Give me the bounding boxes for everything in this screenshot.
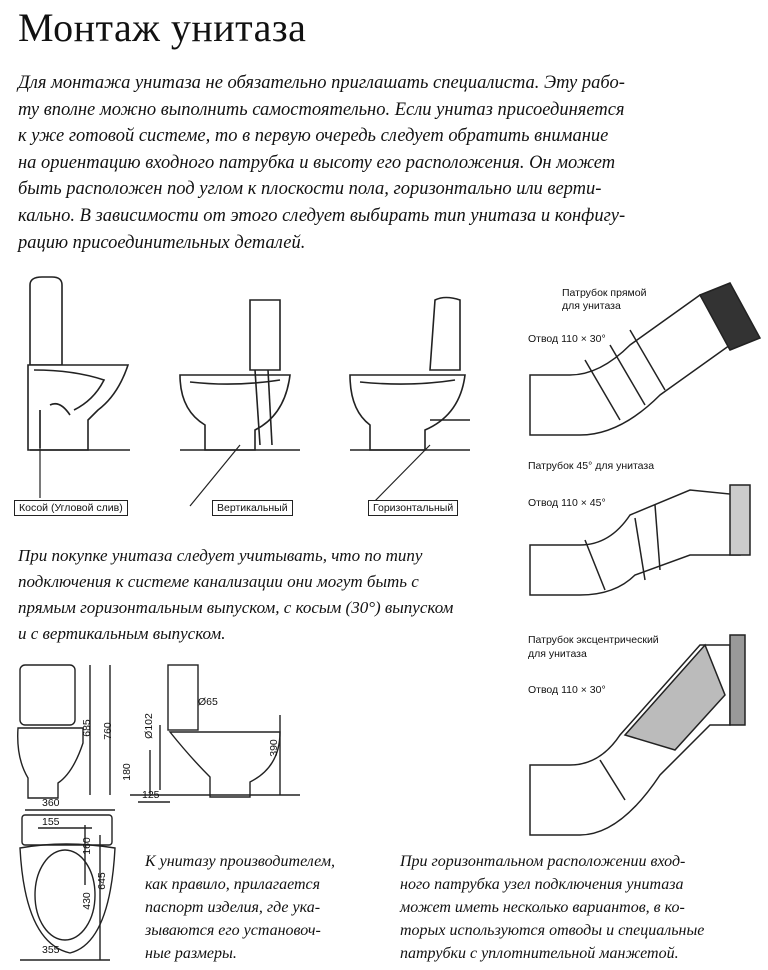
straight-pipe-title-1: Патрубок прямой (562, 287, 647, 299)
dim-430: 430 (80, 892, 93, 910)
eccentric-pipe-title-2: для унитаза (528, 648, 587, 660)
horizontal-line: торых используются отводы и специальные (400, 922, 705, 939)
intro-line: ту вполне можно выполнить самостоятельно. Если унитаз присоединяется (18, 99, 625, 120)
dim-760: 760 (101, 722, 114, 740)
vertical-toilet-drawing (180, 300, 300, 450)
passport-line: паспорт изделия, где ука- (145, 899, 321, 916)
label-horizontal: Горизонтальный (368, 500, 458, 516)
passport-line: зываются его установоч- (145, 922, 321, 939)
passport-line: К унитазу производителем, (145, 853, 336, 870)
horizontal-line: ного патрубка узел подключения унитаза (400, 876, 684, 893)
oblique-toilet-drawing (28, 277, 130, 450)
dim-160: 160 (80, 837, 93, 855)
horizontal-paragraph (400, 850, 760, 965)
horizontal-line: может иметь несколько вариантов, в ко- (400, 899, 685, 916)
straight-bend-label: Отвод 110 × 30° (528, 333, 606, 345)
horizontal-line: патрубки с уплотнительной манжетой. (400, 945, 679, 962)
dim-355: 355 (42, 944, 60, 956)
intro-line: быть расположен под углом к плоскости пола, горизонтально или верти- (18, 179, 602, 200)
intro-line: на ориентацию входного патрубка и высоту его расположения. Он может (18, 152, 616, 173)
dim-360: 360 (42, 797, 60, 809)
label-oblique: Косой (Угловой слив) (14, 500, 128, 516)
dim-155: 155 (42, 816, 60, 828)
eccentric-pipe-drawing (530, 635, 745, 835)
intro-line: рацию присоединительных деталей. (18, 232, 306, 253)
purchase-line: и с вертикальным выпуском. (18, 624, 226, 643)
page-title: Монтаж унитаза (18, 5, 307, 50)
purchase-paragraph (18, 543, 508, 647)
eccentric-bend-label: Отвод 110 × 30° (528, 684, 606, 696)
intro-line: Для монтажа унитаза не обязательно приглашать специалиста. Эту рабо- (18, 73, 625, 93)
toilet-types-illustration (0, 270, 510, 530)
straight-pipe-title-2: для унитаза (562, 300, 621, 312)
purchase-line: подключения к системе канализации они могут быть с (18, 572, 419, 591)
dim-d102: Ø102 (142, 713, 155, 739)
passport-line: ные размеры. (145, 945, 237, 962)
dim-685: 685 (80, 719, 93, 737)
dim-180: 180 (120, 763, 133, 781)
pipe-diagrams (515, 280, 765, 850)
eccentric-pipe-title-1: Патрубок эксцентрический (528, 634, 659, 646)
intro-line: кально. В зависимости от этого следует выбирать тип унитаза и конфигу- (18, 205, 626, 226)
horizontal-toilet-drawing (350, 298, 470, 451)
label-vertical: Вертикальный (212, 500, 293, 516)
purchase-line: При покупке унитаза следует учитывать, что по типу (18, 546, 423, 565)
intro-paragraph (18, 70, 758, 256)
45-bend-label: Отвод 110 × 45° (528, 497, 606, 509)
passport-line: как правило, прилагается (145, 876, 321, 893)
intro-line: к уже готовой системе, то в первую очередь следует обратить внимание (18, 126, 609, 147)
dim-645: 645 (95, 872, 108, 890)
purchase-line: прямым горизонтальным выпуском, с косым (30°) выпуском (18, 598, 454, 617)
horizontal-line: При горизонтальном расположении вход- (400, 853, 686, 870)
dim-d65: Ø65 (198, 696, 218, 708)
passport-paragraph (145, 850, 385, 965)
dim-125: 125 (142, 789, 160, 801)
dim-390: 390 (267, 739, 280, 757)
45-pipe-title: Патрубок 45° для унитаза (528, 460, 655, 472)
